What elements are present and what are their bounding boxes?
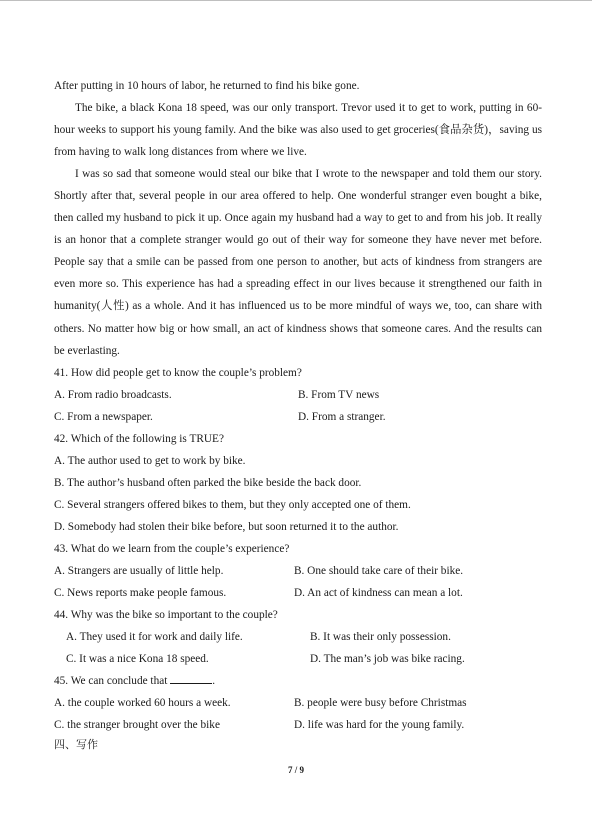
question-41-option-a: A. From radio broadcasts. — [54, 388, 172, 401]
question-44-options-row-2 — [54, 648, 542, 670]
question-43-stem: 43. What do we learn from the couple’s experience? — [54, 542, 290, 555]
question-45-stem-prefix: 45. We can conclude that — [54, 675, 168, 688]
question-42-option-c: C. Several strangers offered bikes to them, but they only accepted one of them. — [54, 498, 411, 511]
question-45-stem — [54, 670, 542, 692]
question-44-stem: 44. Why was the bike so important to the couple? — [54, 609, 278, 622]
top-rule — [0, 0, 592, 1]
question-43-options-row-2 — [54, 582, 542, 604]
question-44-option-d: D. The man’s job was bike racing. — [310, 653, 465, 666]
passage-lead-line: After putting in 10 hours of labor, he returned to find his bike gone. — [54, 80, 360, 92]
page-number: 7 / 9 — [287, 765, 304, 775]
section-heading: 四、写作 — [54, 738, 98, 751]
question-45-option-b: B. people were busy before Christmas — [294, 697, 467, 710]
question-43-options-row-1 — [54, 560, 542, 582]
question-44-options-row-1 — [54, 626, 542, 648]
question-45-stem-suffix: . — [212, 675, 216, 688]
answer-blank — [170, 672, 212, 684]
question-44-option-b: B. It was their only possession. — [310, 631, 451, 644]
question-45-options-row-1 — [54, 692, 542, 714]
question-43-option-a: A. Strangers are usually of little help. — [54, 565, 224, 578]
question-42-stem: 42. Which of the following is TRUE? — [54, 432, 224, 445]
question-45-options-row-2 — [54, 714, 542, 736]
question-41-option-c: C. From a newspaper. — [54, 410, 153, 423]
question-45-option-c: C. the stranger brought over the bike — [54, 719, 220, 732]
question-43-option-b: B. One should take care of their bike. — [294, 565, 464, 578]
question-43-option-c: C. News reports make people famous. — [54, 587, 227, 600]
question-42-option-b: B. The author’s husband often parked the bike beside the back door. — [54, 476, 362, 489]
question-42-option-a: A. The author used to get to work by bike. — [54, 454, 246, 467]
question-44-option-a: A. They used it for work and daily life. — [66, 631, 243, 644]
question-44-option-c: C. It was a nice Kona 18 speed. — [66, 653, 209, 666]
passage-paragraph-2: The bike, a black Kona 18 speed, was our only transport. Trevor used it to get to work, putting in 60-hour weeks to support his young family. And the bike was also used to get groceries(食品杂货)，saving us from having to walk long distances from where we live. — [54, 102, 542, 159]
question-41-option-d: D. From a stranger. — [298, 410, 386, 423]
question-41-options-row-2 — [54, 406, 542, 428]
question-42-option-d: D. Somebody had stolen their bike before, but soon returned it to the author. — [54, 520, 399, 533]
question-43-option-d: D. An act of kindness can mean a lot. — [294, 587, 463, 600]
document-page — [54, 75, 542, 736]
question-45-option-d: D. life was hard for the young family. — [294, 719, 465, 732]
question-41-option-b: B. From TV news — [298, 388, 380, 401]
question-45-option-a: A. the couple worked 60 hours a week. — [54, 697, 231, 710]
passage-paragraph-3: I was so sad that someone would steal our bike that I wrote to the newspaper and told them our story. Shortly after that, several people in our area offered to help. One wonderful stranger even bought a bike, then called my husband to pick it up. Once again my husband had a way to get to and from his job. It really is an honor that a complete stranger would go out of their way for someone they have never met before. People say that a smile can be passed from one person to another, but acts of kindness from strangers are even more so. This experience has had a spreading effect in our lives because it strengthened our faith in humanity(人性) as a whole. And it has influenced us to be more mindful of ways we, too, can share with others. No matter how big or how small, an act of kindness shows that someone cares. And the results can be everlasting. — [54, 168, 542, 357]
question-41-options-row-1 — [54, 384, 542, 406]
question-41-stem: 41. How did people get to know the couple’s problem? — [54, 366, 302, 379]
